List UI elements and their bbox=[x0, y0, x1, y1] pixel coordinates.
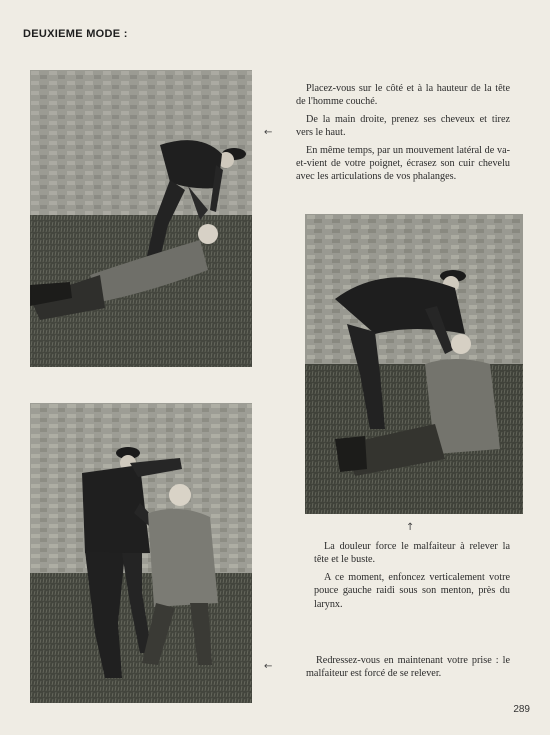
photo-1-illustration bbox=[30, 70, 252, 367]
instruction-1b: De la main droite, prenez ses cheveux et tirez vers le haut. bbox=[296, 113, 510, 139]
instruction-3a: Redressez-vous en maintenant votre prise : le malfaiteur est forcé de se relever. bbox=[306, 655, 510, 680]
photo-man-seated bbox=[305, 214, 523, 514]
photo-man-lying bbox=[30, 70, 252, 367]
arrow-up-icon: ↑ bbox=[406, 522, 415, 533]
instruction-block-1 bbox=[296, 82, 510, 188]
instruction-1c: En même temps, par un mouvement latéral de va-et-vient de votre poignet, écrasez son cuir chevelu avec les articulations de vos phalanges. bbox=[296, 144, 510, 183]
section-heading: DEUXIEME MODE : bbox=[23, 28, 128, 40]
photo-3-illustration bbox=[30, 403, 252, 703]
photo-2-illustration bbox=[305, 214, 523, 514]
instruction-2a: La douleur force le malfaiteur à relever la tête et le buste. bbox=[314, 541, 510, 566]
arrow-left-icon: ← bbox=[264, 127, 273, 138]
instruction-block-3 bbox=[306, 654, 510, 685]
page-number: 289 bbox=[513, 704, 530, 715]
photo-man-standing bbox=[30, 403, 252, 703]
instruction-block-2 bbox=[314, 540, 510, 615]
instruction-1a: Placez-vous sur le côté et à la hauteur de la tête de l'homme couché. bbox=[296, 83, 510, 108]
arrow-left-icon-2: ← bbox=[264, 661, 273, 672]
instruction-2b: A ce moment, enfoncez verticalement votre pouce gauche raidi sous son menton, près du larynx. bbox=[314, 571, 510, 610]
